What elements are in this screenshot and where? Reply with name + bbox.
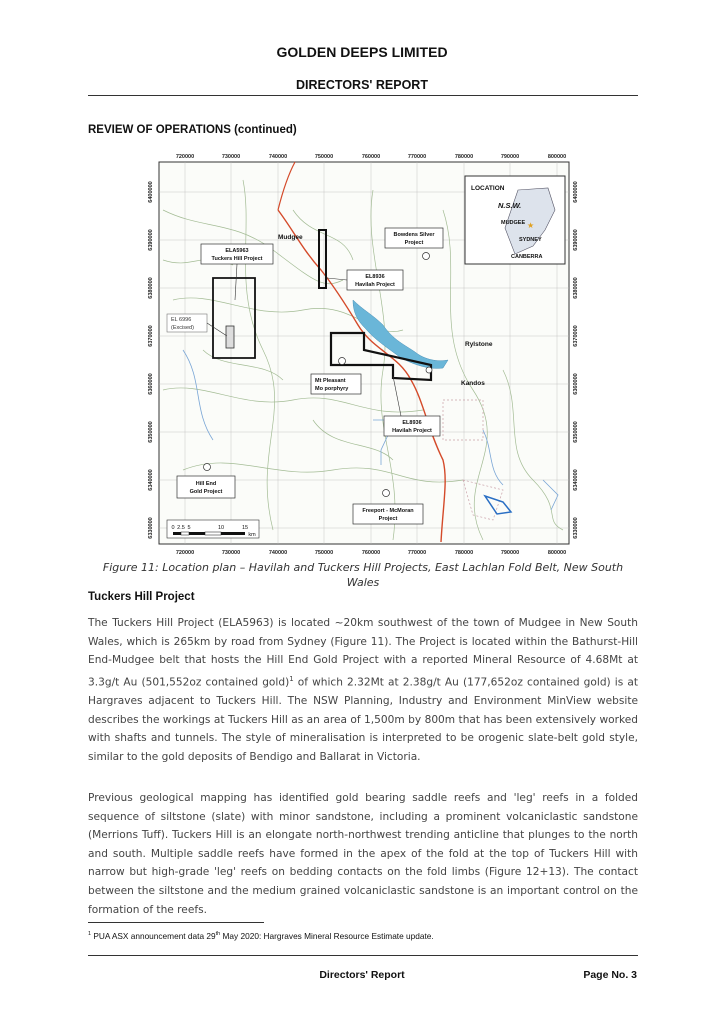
x-tick-top: 720000 [175,154,195,160]
x-tick-bottom: 750000 [314,550,334,556]
paragraph-2: Previous geological mapping has identified gold bearing saddle reefs and 'leg' reefs in a folded sequence of siltstone (slate) with minor sandstone, including a prominent volcaniclastic sandstone (Merrions Tuff). Tuckers Hill is an elongate north-northwest trending anticline that plunges to the north and south. Multiple saddle reefs have formed in the apex of the fold at the top of Tuckers Hill with narrow but high-grade 'leg' reefs on bedding contacts on the fold limbs (Figure 12+13). The contact between the siltstone and the medium grained volcaniclastic sandstone is an important control on the formation of the reefs. [88,792,638,916]
svg-text:Project: Project [378,516,398,522]
y-tick-right: 6380000 [573,277,579,299]
svg-text:EL 6996: EL 6996 [171,317,192,323]
svg-text:Hill End: Hill End [195,481,217,487]
footnote-ref: 1 [289,674,294,683]
x-tick-bottom: 780000 [454,550,474,556]
svg-text:0: 0 [171,525,175,531]
y-tick-right: 6360000 [573,373,579,395]
header-rule [88,95,638,96]
town-mudgee: Mudgee [278,234,303,241]
svg-text:Freeport - McMoran: Freeport - McMoran [362,508,414,514]
x-tick-bottom: 760000 [361,550,381,556]
footer-title: Directors' Report [319,969,405,981]
y-axis-right [573,181,579,538]
scale-segment [189,532,205,535]
scale-segment [221,532,245,535]
svg-text:10: 10 [217,525,225,531]
y-tick-left: 6390000 [148,229,154,251]
svg-text:Gold Project: Gold Project [189,489,223,495]
y-tick-left: 6380000 [148,277,154,299]
y-tick-left: 6350000 [148,421,154,443]
x-axis-top [176,154,566,160]
figure-caption: Figure 11: Location plan – Havilah and Tuckers Hill Projects, East Lachlan Fold Belt, New South Wales [102,561,624,589]
x-tick-bottom: 800000 [547,550,567,556]
page-number: Page No. 3 [583,969,637,981]
paragraph-1: The Tuckers Hill Project (ELA5963) is located ~20km southwest of the town of Mudgee in New South Wales, which is 265km by road from Sydney (Figure 11). The Project is located within the Bathurst-Hill End-Mudgee belt that hosts the Hill End Gold Project with a reported Mineral Resource of 4.68Mt at 3.3g/t Au (501,552oz contained gold)$^1$ of which 2.32Mt at 2.38g/t Au (177,652oz contained gold) is at Hargraves adjacent to Tuckers Hill. The NSW Planning, Industry and Environment MinView website describes the workings at Tuckers Hill as an area of 1,500m by 800m that has been extensively worked with shafts and tunnels. The style of mineralisation is interpreted to be orogenic slate-belt gold style, similar to the gold deposits of Bendigo and Ballarat in Victoria. [88,617,638,763]
el6996-excised-area [226,326,234,348]
inset-sydney: SYDNEY [519,237,542,243]
y-tick-right: 6390000 [573,229,579,251]
report-title: DIRECTORS' REPORT [296,78,428,92]
town-kandos: Kandos [461,380,485,387]
inset-state: N.S.W. [498,201,522,210]
svg-text:2.5: 2.5 [177,525,185,531]
footnote: $^1$ PUA ASX announcement data 29th May 2020: Hargraves Mineral Resource Estimate update. [88,931,434,941]
y-tick-left: 6400000 [148,181,154,203]
inset-mudgee: MUDGEE [501,220,526,226]
star-icon: ★ [527,221,535,230]
y-tick-right: 6400000 [573,181,579,203]
svg-text:ELA5963: ELA5963 [225,248,249,254]
svg-text:5: 5 [187,525,191,531]
footnote-rule [88,922,264,923]
y-tick-right: 6370000 [573,325,579,347]
svg-text:Mt Pleasant: Mt Pleasant [315,378,346,384]
svg-text:Project: Project [404,240,424,246]
x-tick-top: 760000 [361,154,381,160]
y-tick-right: 6350000 [573,421,579,443]
y-axis-left [148,181,154,538]
x-tick-top: 790000 [500,154,520,160]
deposit-marker [426,367,432,373]
inset-map [465,176,565,264]
scale-segment [205,532,221,535]
x-tick-top: 770000 [407,154,427,160]
y-tick-left: 6360000 [148,373,154,395]
svg-text:EL8936: EL8936 [365,274,385,280]
x-tick-bottom: 740000 [268,550,288,556]
footer-rule [88,955,638,956]
svg-text:EL8936: EL8936 [402,420,422,426]
x-tick-bottom: 770000 [407,550,427,556]
x-tick-top: 730000 [221,154,241,160]
location-map [143,150,583,560]
svg-text:(Excised): (Excised) [171,325,194,331]
subheading-tuckers-hill: Tuckers Hill Project [88,591,195,603]
x-tick-top: 750000 [314,154,334,160]
svg-text:Mo porphyry: Mo porphyry [315,386,349,392]
x-tick-top: 780000 [454,154,474,160]
svg-text:15: 15 [241,525,249,531]
x-tick-bottom: 720000 [175,550,195,556]
town-rylstone: Rylstone [465,341,493,348]
x-tick-bottom: 790000 [500,550,520,556]
inset-title: LOCATION [471,185,505,192]
x-tick-top: 740000 [268,154,288,160]
svg-text:Tuckers Hill Project: Tuckers Hill Project [211,256,263,262]
svg-text:km: km [248,532,256,538]
section-title: REVIEW OF OPERATIONS (continued) [88,124,297,136]
y-tick-right: 6340000 [573,469,579,491]
y-tick-left: 6340000 [148,469,154,491]
x-tick-bottom: 730000 [221,550,241,556]
svg-text:Bowdens Silver: Bowdens Silver [393,232,435,238]
y-tick-right: 6330000 [573,517,579,539]
scale-segment [173,532,181,535]
x-tick-top: 800000 [547,154,567,160]
company-name: GOLDEN DEEPS LIMITED [276,44,448,60]
x-axis-bottom [176,550,566,556]
y-tick-left: 6370000 [148,325,154,347]
svg-text:Havilah Project: Havilah Project [355,282,395,288]
svg-text:Havilah Project: Havilah Project [392,428,432,434]
scale-segment [181,532,189,535]
scale-bar [167,520,259,538]
inset-canberra: CANBERRA [511,254,543,260]
y-tick-left: 6330000 [148,517,154,539]
